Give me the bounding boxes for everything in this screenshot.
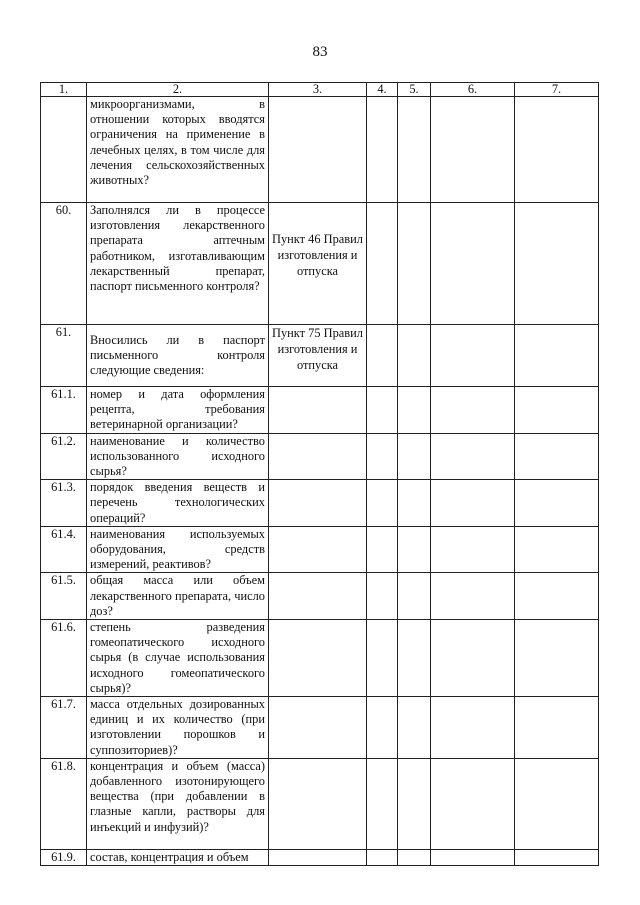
answer-cell — [367, 849, 398, 865]
table-row — [41, 433, 599, 480]
answer-cell — [367, 97, 398, 203]
table-row — [41, 325, 599, 387]
table-row — [41, 480, 599, 527]
legal-reference — [269, 620, 367, 697]
answer-cell — [515, 849, 599, 865]
question-text: концентрация и объем (масса) добавленного изотонирующего вещества (при добавлении в глазные капли, растворы для инъекций и инфузий)? — [87, 758, 269, 849]
row-number: 61.4. — [41, 526, 87, 573]
row-number: 61.5. — [41, 573, 87, 620]
answer-cell — [431, 526, 515, 573]
question-text: порядок введения веществ и перечень технологических операций? — [87, 480, 269, 527]
answer-cell — [431, 325, 515, 387]
row-number: 61.7. — [41, 697, 87, 759]
legal-reference — [269, 387, 367, 434]
answer-cell — [367, 480, 398, 527]
table-row — [41, 526, 599, 573]
answer-cell — [398, 573, 431, 620]
question-text: наименования используемых оборудования, средств измерений, реактивов? — [87, 526, 269, 573]
answer-cell — [367, 325, 398, 387]
legal-reference: Пункт 75 Правил изготовления и отпуска — [269, 325, 367, 387]
answer-cell — [515, 325, 599, 387]
question-text: общая масса или объем лекарственного препарата, число доз? — [87, 573, 269, 620]
row-number: 61.1. — [41, 387, 87, 434]
answer-cell — [398, 97, 431, 203]
row-number: 61. — [41, 325, 87, 387]
answer-cell — [515, 697, 599, 759]
column-header-1: 1. — [41, 83, 87, 97]
answer-cell — [398, 203, 431, 325]
question-text: состав, концентрация и объем — [87, 849, 269, 865]
row-number: 61.9. — [41, 849, 87, 865]
question-text: масса отдельных дозированных единиц и их количество (при изготовлении порошков и суппозиториев)? — [87, 697, 269, 759]
table-row — [41, 697, 599, 759]
answer-cell — [431, 433, 515, 480]
table-row — [41, 573, 599, 620]
question-text: номер и дата оформления рецепта, требования ветеринарной организации? — [87, 387, 269, 434]
column-header-6: 6. — [431, 83, 515, 97]
question-text: Вносились ли в паспорт письменного контроля следующие сведения: — [87, 325, 269, 387]
row-number: 61.8. — [41, 758, 87, 849]
question-text: степень разведения гомеопатического исходного сырья (в случае использования исходного гомеопатического сырья)? — [87, 620, 269, 697]
answer-cell — [515, 203, 599, 325]
legal-reference — [269, 480, 367, 527]
answer-cell — [367, 387, 398, 434]
column-header-2: 2. — [87, 83, 269, 97]
header-row — [41, 83, 599, 97]
legal-reference — [269, 526, 367, 573]
row-number: 61.2. — [41, 433, 87, 480]
page-number: 83 — [312, 44, 328, 60]
column-header-3: 3. — [269, 83, 367, 97]
legal-reference — [269, 697, 367, 759]
answer-cell — [431, 97, 515, 203]
table-row — [41, 97, 599, 203]
checklist-table — [40, 82, 599, 866]
answer-cell — [431, 480, 515, 527]
legal-reference — [269, 573, 367, 620]
answer-cell — [431, 620, 515, 697]
answer-cell — [367, 573, 398, 620]
answer-cell — [515, 387, 599, 434]
answer-cell — [398, 526, 431, 573]
answer-cell — [515, 758, 599, 849]
answer-cell — [398, 620, 431, 697]
row-number — [41, 97, 87, 203]
table-row — [41, 387, 599, 434]
column-header-4: 4. — [367, 83, 398, 97]
answer-cell — [431, 573, 515, 620]
question-text: наименование и количество использованного исходного сырья? — [87, 433, 269, 480]
answer-cell — [367, 620, 398, 697]
answer-cell — [398, 697, 431, 759]
question-text: Заполнялся ли в процессе изготовления лекарственного препарата аптечным работником, изготавливающим лекарственный препарат, паспорт письменного контроля? — [87, 203, 269, 325]
answer-cell — [515, 480, 599, 527]
column-header-5: 5. — [398, 83, 431, 97]
table-row — [41, 758, 599, 849]
legal-reference: Пункт 46 Правил изготовления и отпуска — [269, 203, 367, 325]
table-row — [41, 849, 599, 865]
answer-cell — [398, 433, 431, 480]
answer-cell — [515, 97, 599, 203]
question-text: микроорганизмами, в отношении которых вводятся ограничения на применение в лечебных целях, в том числе для лечения сельскохозяйственных животных? — [87, 97, 269, 203]
answer-cell — [367, 697, 398, 759]
answer-cell — [398, 387, 431, 434]
row-number: 61.6. — [41, 620, 87, 697]
legal-reference — [269, 433, 367, 480]
answer-cell — [515, 526, 599, 573]
legal-reference — [269, 758, 367, 849]
legal-reference — [269, 849, 367, 865]
answer-cell — [398, 325, 431, 387]
column-header-7: 7. — [515, 83, 599, 97]
table-row — [41, 620, 599, 697]
answer-cell — [515, 433, 599, 480]
answer-cell — [515, 620, 599, 697]
answer-cell — [367, 203, 398, 325]
answer-cell — [431, 758, 515, 849]
row-number: 61.3. — [41, 480, 87, 527]
answer-cell — [431, 697, 515, 759]
answer-cell — [367, 758, 398, 849]
answer-cell — [398, 849, 431, 865]
legal-reference — [269, 97, 367, 203]
answer-cell — [515, 573, 599, 620]
answer-cell — [367, 433, 398, 480]
row-number: 60. — [41, 203, 87, 325]
table-row — [41, 203, 599, 325]
answer-cell — [398, 758, 431, 849]
answer-cell — [431, 387, 515, 434]
answer-cell — [398, 480, 431, 527]
answer-cell — [431, 203, 515, 325]
answer-cell — [367, 526, 398, 573]
answer-cell — [431, 849, 515, 865]
